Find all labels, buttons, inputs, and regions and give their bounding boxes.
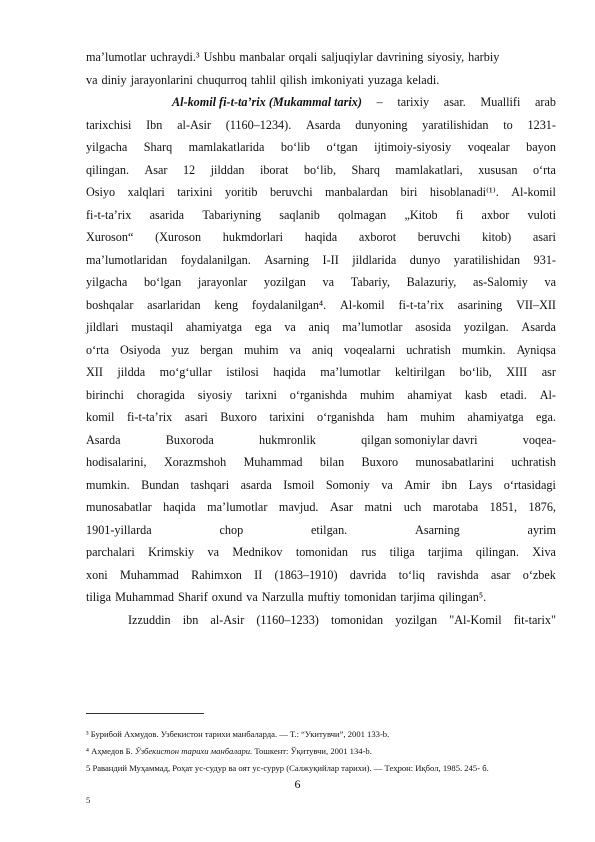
word: haqida: [163, 500, 196, 514]
text-line: [86, 429, 556, 452]
word: chop: [219, 522, 244, 537]
word: va: [381, 477, 393, 492]
word: ravishda: [437, 567, 479, 582]
word: Osiyoda: [119, 342, 161, 357]
word: ahamiyatga: [185, 320, 243, 334]
word: ahamiyat: [407, 387, 453, 402]
word: o‘rta: [532, 162, 556, 177]
word: ahamiyatga: [467, 410, 524, 424]
text-line: [86, 564, 556, 587]
word: Bundan: [141, 477, 180, 492]
word: tarixni: [245, 387, 277, 402]
word: bo‘lib,: [459, 365, 492, 379]
word: I-II: [322, 252, 339, 267]
word: manbalar: [239, 50, 285, 64]
text-line: [86, 474, 556, 497]
word: –: [376, 95, 383, 109]
word: tahlil: [250, 72, 276, 87]
word: munosabatlar: [86, 500, 152, 514]
word: fi-t-ta’rix: [126, 410, 173, 424]
word: "Al-Komil: [449, 612, 502, 627]
word: qilingan.: [86, 162, 129, 177]
word: bergan: [200, 342, 234, 357]
word: asarlaridan: [147, 297, 201, 312]
word: (Xuroson: [155, 230, 202, 244]
word: Asar: [329, 500, 353, 514]
text-line: [86, 46, 556, 69]
word: xoni: [86, 567, 108, 582]
word: (1863–1910): [274, 567, 338, 582]
word: yuzaga: [367, 72, 403, 87]
word: voqea-: [522, 432, 556, 447]
word: Asarning: [415, 522, 460, 537]
word: asarida: [149, 207, 185, 222]
word: Lays: [468, 477, 493, 492]
word: haqida: [273, 365, 306, 379]
word: foydalanilgan.: [180, 252, 251, 267]
word: Asar: [144, 162, 168, 177]
word: jarayonlarini: [130, 72, 193, 87]
footnote-4: ⁴ Аҳмедов Б. Ўзбекистон тарихи манбалари. Тошкент: Ўқитувчи, 2001 134-b.: [86, 746, 372, 756]
word: jilddan: [210, 162, 245, 177]
word: keladi.: [406, 72, 440, 87]
text-line: [86, 541, 556, 564]
word: asosida: [415, 320, 452, 334]
word: va: [544, 275, 556, 289]
word: saljuqiylar: [321, 50, 373, 64]
word: Narzulla: [261, 590, 304, 604]
word: o‘rganishda: [289, 387, 348, 402]
word: (1160–1233): [256, 612, 319, 627]
word: axborot: [358, 230, 397, 244]
word: Amir: [404, 477, 431, 492]
text-line: [86, 69, 556, 92]
word: Izzuddin: [128, 612, 171, 627]
word: tashqari: [190, 477, 230, 492]
word: tarixchisi: [86, 117, 132, 132]
text-line: [86, 114, 556, 137]
word: tarixiy: [397, 95, 430, 109]
word: hukmronlik: [259, 432, 316, 447]
word: o‘tgan: [326, 140, 358, 154]
word: 1851,: [489, 500, 518, 514]
word: yilgacha: [86, 275, 128, 289]
word: Ibn: [146, 117, 163, 132]
word: bayon: [526, 140, 556, 154]
word: asarining: [457, 297, 503, 312]
word: asari: [184, 410, 208, 424]
word: yaratilishidan: [453, 252, 521, 267]
word: tomonidan: [295, 545, 348, 559]
word: muftiy: [307, 590, 341, 604]
word: XIII: [506, 365, 528, 379]
word: va: [207, 545, 219, 559]
word: 12: [182, 162, 196, 177]
word: istilosi: [226, 365, 259, 379]
word: voqealar: [467, 140, 510, 154]
text-line: [86, 609, 556, 632]
word: mamlakatlarida: [188, 140, 265, 154]
word: yilgacha: [86, 140, 128, 154]
word: jildda: [117, 365, 146, 379]
word: Balazuriy,: [406, 275, 457, 289]
word: al-Asir: [210, 612, 245, 627]
word: mo‘g‘ullar: [159, 365, 212, 379]
word: bilan: [319, 455, 345, 469]
word: Sharq: [351, 162, 380, 177]
text-line: [86, 406, 556, 429]
text-line: [86, 451, 556, 474]
word: ham: [386, 410, 408, 424]
text-line: [86, 271, 556, 294]
text-line: [86, 181, 556, 204]
word: Xiva: [532, 545, 556, 559]
word: Muallifi: [480, 95, 521, 109]
word: Xuroson“: [86, 230, 134, 244]
word: Xorazmshoh: [163, 455, 227, 469]
text-line: [86, 339, 556, 362]
word: va: [289, 342, 301, 357]
word: Asarning: [264, 252, 310, 267]
word: (1160–1234).: [225, 117, 292, 132]
word: „Kitob: [404, 207, 438, 222]
word: ibn: [182, 612, 199, 627]
word: foydalanilgan⁴.: [251, 297, 327, 312]
word: va: [86, 72, 98, 87]
word: hukmdorlari: [222, 230, 284, 244]
word: orqali: [288, 50, 318, 64]
word: mamlakatlari,: [395, 162, 463, 177]
word: siyosiy,: [427, 50, 465, 64]
word: jildlari: [86, 320, 119, 334]
text-line: [86, 91, 556, 114]
text-line: [86, 316, 556, 339]
word: 931-: [533, 252, 556, 267]
footnote-divider: [86, 713, 204, 714]
word: fit-tarix": [513, 612, 556, 627]
text-line: [86, 586, 556, 609]
word: tarixini: [269, 410, 305, 424]
word: biri: [400, 185, 418, 199]
word: ayrim: [527, 522, 556, 537]
word: iborat: [259, 162, 289, 177]
word: keng: [214, 297, 239, 312]
word: imkoniyati: [311, 72, 364, 87]
word: bo‘lgan: [143, 275, 182, 289]
word: muhim: [243, 342, 279, 357]
word: hodisalarini,: [86, 455, 147, 469]
text-line: [86, 159, 556, 182]
word: 1901-yillarda: [86, 522, 152, 537]
word: tarjima: [428, 545, 463, 559]
footnote-3: ³ Бурибой Ахмудов. Узбекистон тарихи манбаларда. — Т.: “Укитувчи”, 2001 133-b.: [86, 729, 390, 739]
word: o‘rganishda: [317, 410, 375, 424]
word: bo‘lib,: [303, 162, 337, 177]
word: Somoniy: [325, 477, 370, 492]
word: va: [284, 320, 296, 334]
word: matni: [364, 500, 393, 514]
word: Muhammad: [243, 455, 303, 469]
word: asr: [541, 365, 556, 379]
text-line: [86, 496, 556, 519]
word: komil: [86, 410, 115, 424]
word: fi-t-ta’rix: [398, 297, 444, 312]
word: tiliga: [389, 545, 415, 559]
word: manbalardan: [325, 185, 388, 199]
word: hisoblanadi⁽¹⁾.: [429, 185, 499, 199]
word: Al-komil fi-t-ta’rix (Mukammal tarix): [172, 95, 362, 109]
footnote-5: 5 Равандий Муҳаммад, Роҳат ус-судур ва оят ус-сурур (Салжуқийлар тарихи). — Теҳрон: Иқбол, 1985. 245- б.: [86, 763, 489, 773]
word: qilingan⁵.: [438, 590, 487, 604]
word: II: [254, 567, 263, 582]
word: uch: [403, 500, 422, 514]
word: Ushbu: [203, 50, 236, 64]
word: ma’lumotlar: [342, 320, 403, 334]
word: voqealarni: [343, 342, 396, 357]
word: as-Salomiy: [472, 275, 528, 289]
word: fi-t-ta’rix: [86, 207, 132, 222]
word: asarda: [240, 477, 272, 492]
word: aniq: [308, 320, 330, 334]
word: qilingan.: [475, 545, 519, 559]
word: VII–XII: [516, 297, 556, 312]
word: mumkin.: [461, 342, 506, 357]
word: yoritib: [224, 185, 258, 199]
text-line: [86, 204, 556, 227]
word: marotaba: [432, 500, 479, 514]
word: Mednikov: [232, 545, 283, 559]
word: diniy: [101, 72, 127, 87]
text-line: [86, 384, 556, 407]
word: bo‘lib: [280, 140, 311, 154]
word: harbiy: [468, 50, 500, 64]
word: o‘zbek: [522, 567, 556, 582]
word: Asarda: [306, 117, 341, 132]
word: chuqurroq: [196, 72, 247, 87]
word: Asarda: [521, 320, 556, 334]
word: munosabatlarini: [415, 455, 494, 469]
word: oxund: [211, 590, 243, 604]
word: tiliga: [86, 590, 112, 604]
word: o‘rtasidagi: [503, 477, 556, 492]
word: haqida: [304, 230, 338, 244]
word: 1231-: [527, 117, 556, 132]
word: ega.: [535, 410, 556, 424]
word: uchratish: [406, 342, 451, 357]
word: ibn: [441, 477, 458, 492]
word: yozilgan: [263, 275, 306, 289]
word: beruvchi: [417, 230, 461, 244]
word: asar: [490, 567, 511, 582]
word: kitob): [482, 230, 512, 244]
word: ma’lumotlar: [86, 50, 147, 64]
word: ijtimoiy-siyosiy: [374, 140, 452, 154]
word: ma’lumotlar: [320, 365, 381, 379]
text-line: [86, 519, 556, 542]
word: XII: [86, 365, 103, 379]
word: Tabariyning: [202, 207, 262, 222]
word: tomonidan: [330, 612, 384, 627]
word: yaratilishidan: [422, 117, 489, 132]
word: uchratish: [511, 455, 556, 469]
word: Al-: [539, 387, 556, 402]
word: Muhammad: [115, 590, 174, 604]
word: fi: [455, 207, 464, 222]
word: Tabariy,: [350, 275, 391, 289]
page-number: 6: [294, 777, 301, 791]
word: al-Asir: [177, 117, 211, 132]
word: yuz: [171, 342, 190, 357]
word: etilgan.: [311, 522, 348, 537]
word: Buxoroda: [165, 432, 214, 447]
word: Ismoil: [283, 477, 315, 492]
word: Asarda: [86, 432, 121, 447]
word: keltirilgan: [394, 365, 446, 379]
word: birinchi: [86, 387, 124, 402]
word: ega: [254, 320, 272, 334]
word: qilgan somoniylar davri: [361, 432, 478, 447]
word: asari: [532, 230, 556, 244]
word: Sharq: [143, 140, 173, 154]
word: muhim: [420, 410, 455, 424]
word: Al-komil: [340, 297, 385, 312]
word: mavjud.: [278, 500, 319, 514]
word: boshqalar: [86, 297, 134, 312]
word: choragida: [136, 387, 185, 402]
word: 1876,: [528, 500, 556, 514]
word: davrining: [376, 50, 424, 64]
word: dunyoning: [355, 117, 408, 132]
word: kasb: [464, 387, 488, 402]
word: Ayniqsa: [516, 342, 556, 357]
word: beruvchi: [269, 185, 313, 199]
word: tarjima: [400, 590, 435, 604]
word: to: [503, 117, 513, 132]
word: tomonidan: [344, 590, 397, 604]
word: yozilgan: [395, 612, 438, 627]
word: asar.: [443, 95, 466, 109]
word: uchraydi.³: [150, 50, 200, 64]
word: etadi.: [500, 387, 527, 402]
word: Al-komil: [511, 185, 556, 199]
word: qilish: [280, 72, 308, 87]
word: saqlanib: [279, 207, 320, 222]
text-line: [86, 136, 556, 159]
word: rus: [361, 545, 377, 559]
word: aniq: [311, 342, 333, 357]
word: o‘rta: [86, 342, 110, 357]
word: jarayonlar: [197, 275, 248, 289]
word: to‘liq: [398, 567, 425, 582]
word: va: [246, 590, 258, 604]
text-line: [86, 361, 556, 384]
text-line: [86, 249, 556, 272]
word: Osiyo: [86, 185, 116, 199]
word: jildlarida: [352, 252, 397, 267]
word: davrida: [349, 567, 387, 582]
word: parchalari: [86, 545, 135, 559]
word: arab: [535, 95, 556, 109]
word: xalqlari: [127, 185, 165, 199]
text-line: [86, 294, 556, 317]
word: Krimskiy: [148, 545, 195, 559]
text-line: [86, 226, 556, 249]
word: Sharif: [177, 590, 208, 604]
word: Buxoro: [361, 455, 399, 469]
word: qolmagan: [338, 207, 387, 222]
word: Muhammad: [119, 567, 179, 582]
body-text: [86, 46, 556, 631]
word: mustaqil: [131, 320, 174, 334]
word: axbor: [481, 207, 510, 222]
word: Buxoro: [220, 410, 257, 424]
word: ma’lumotlar: [207, 500, 268, 514]
footnote-5-empty: 5: [86, 795, 91, 805]
word: siyosiy: [197, 387, 233, 402]
word: Rahimxon: [191, 567, 242, 582]
word: ma’lumotlaridan: [86, 252, 168, 267]
word: tarixini: [177, 185, 213, 199]
word: yozilgan.: [463, 320, 509, 334]
word: va: [322, 275, 335, 289]
word: muhim: [359, 387, 395, 402]
word: mumkin.: [86, 477, 130, 492]
word: dunyo: [409, 252, 441, 267]
word: vuloti: [527, 207, 556, 222]
word: xususan: [478, 162, 518, 177]
